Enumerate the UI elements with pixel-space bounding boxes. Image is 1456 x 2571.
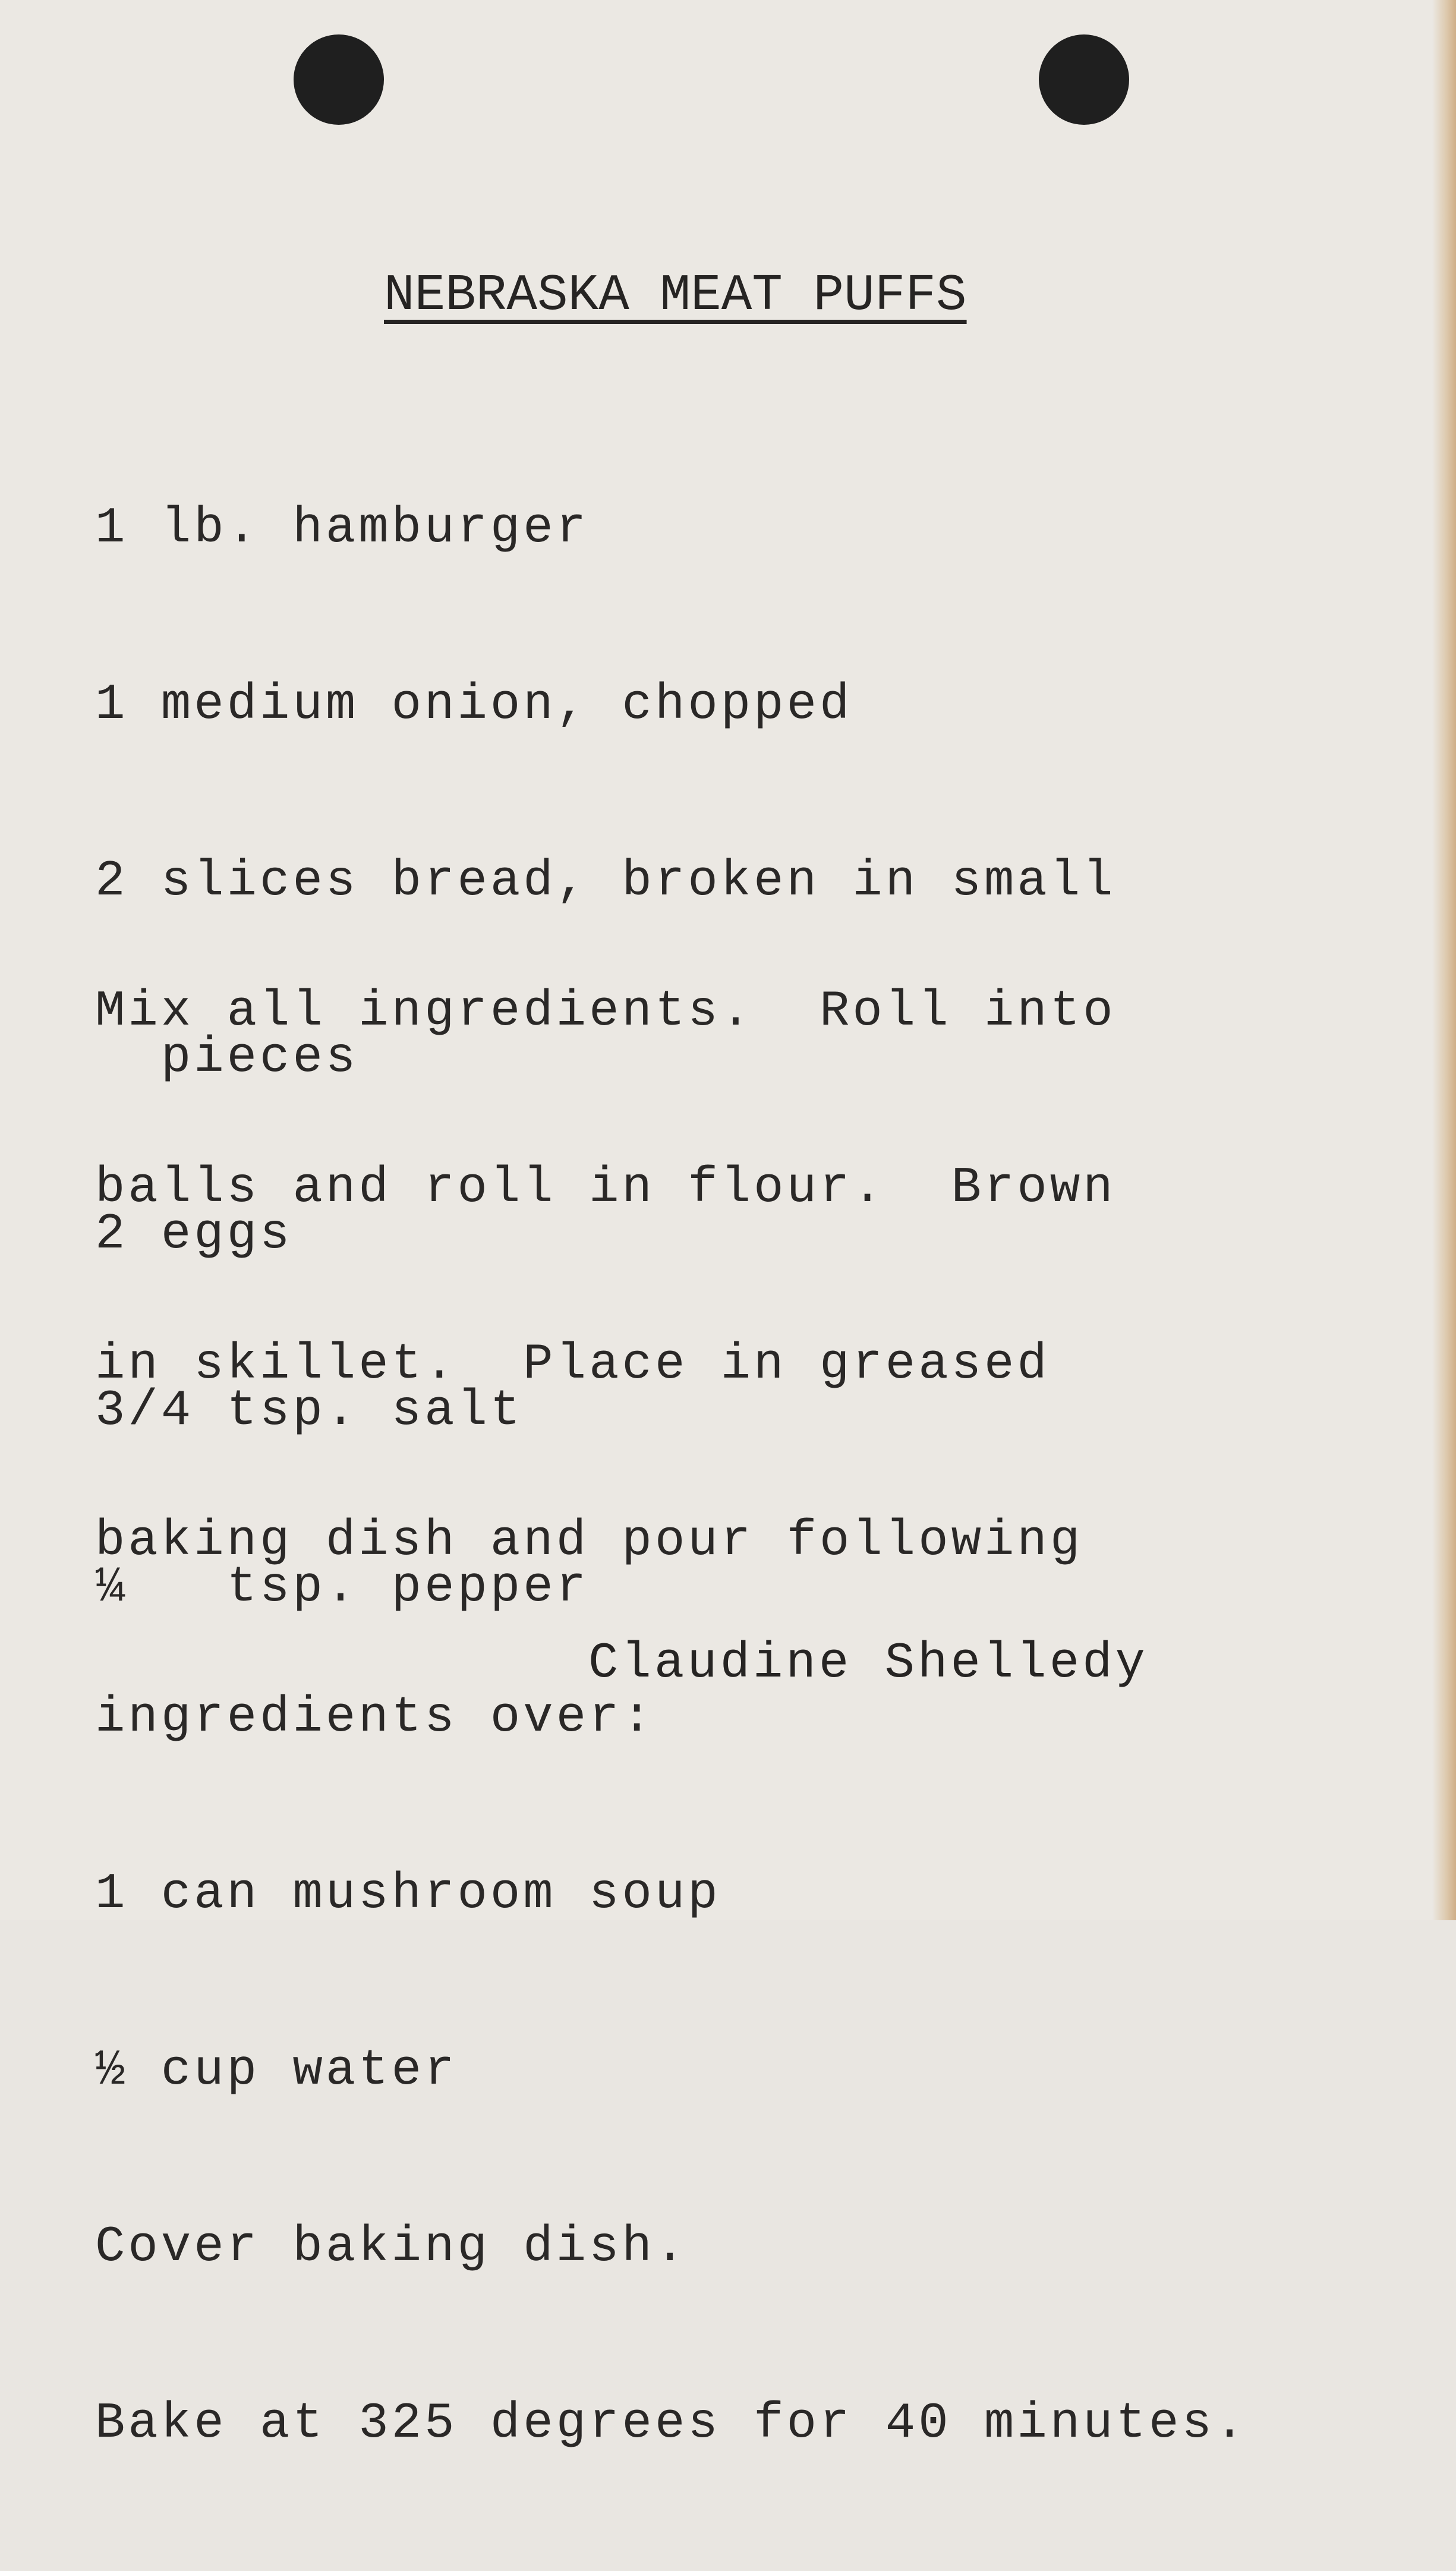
direction-line: balls and roll in flour. Brown [95,1160,1116,1217]
directions-text [95,865,1247,2571]
left-punch-hole [294,34,384,125]
direction-line: in skillet. Place in greased [95,1337,1050,1393]
ingredient-line: 2 slices bread, broken in small [95,853,1116,910]
ingredient-line: 2 eggs [95,1206,293,1263]
author-name: Claudine Shelledy [588,1636,1148,1692]
ingredient-line: pieces [95,1030,359,1086]
direction-line: 1 can mushroom soup [95,1866,721,1923]
direction-line: Mix all ingredients. Roll into [95,984,1116,1040]
ingredient-line: 3/4 tsp. salt [95,1383,524,1439]
direction-line: Bake at 325 degrees for 40 minutes. [95,2396,1248,2452]
paper-edge-stain [1432,0,1456,1920]
direction-line: Cover baking dish. [95,2219,688,2276]
direction-line: baking dish and pour following [95,1513,1083,1570]
ingredient-line: ¼ tsp. pepper [95,1559,590,1616]
recipe-title: NEBRASKA MEAT PUFFS [384,266,967,324]
direction-line: ingredients over: [95,1690,655,1746]
ingredient-line: 1 lb. hamburger [95,500,590,557]
right-punch-hole [1039,34,1129,125]
ingredient-line: 1 medium onion, chopped [95,677,853,733]
direction-line: ½ cup water [95,2043,458,2099]
